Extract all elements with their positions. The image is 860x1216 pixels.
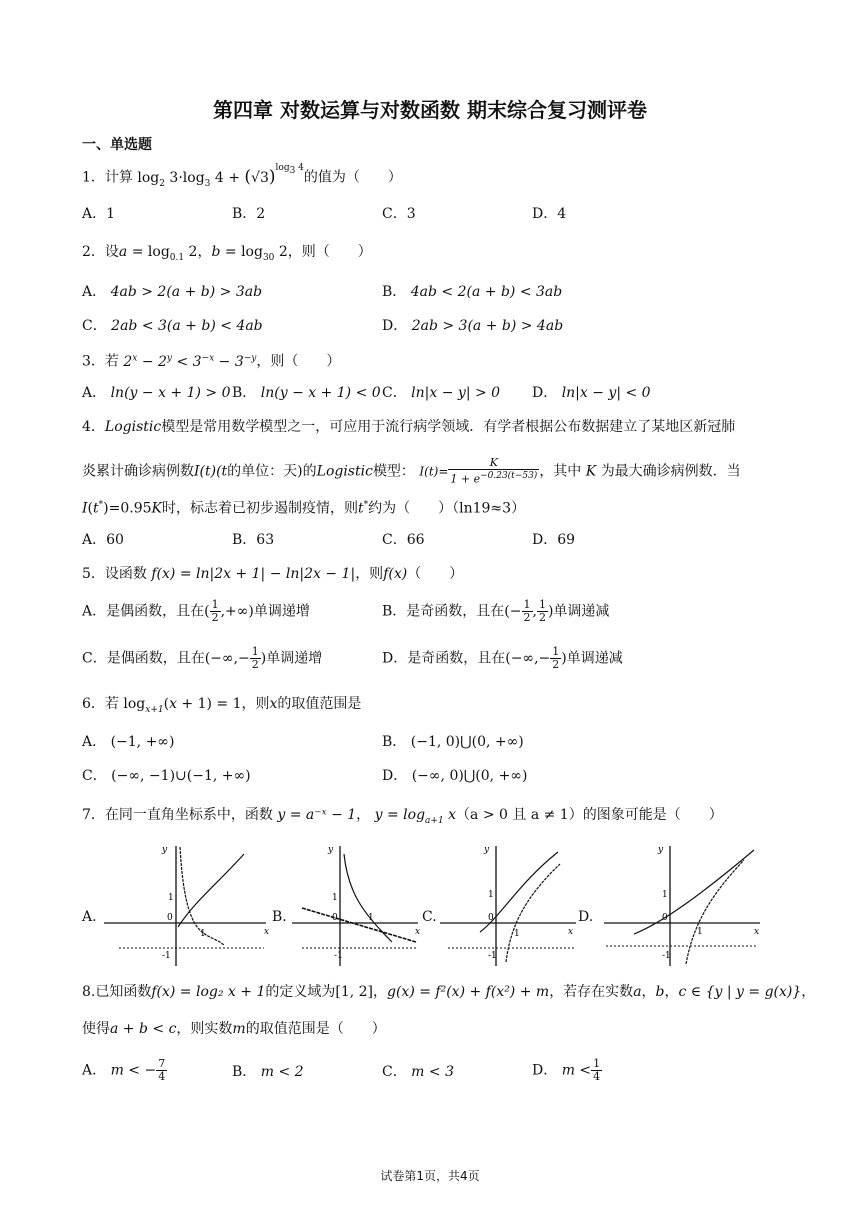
q3-option-d: D． ln|x − y| < 0: [532, 385, 651, 401]
q5-option-a: A．是偶函数，且在( $\frac{1}{2}$ ,+∞)单调递增: [82, 598, 310, 624]
q4-option-b: B．63: [232, 532, 275, 548]
question-4-line-1: 4．Logistic模型是常用数学模型之一，可应用于流行病学领域．有学者根据公布数据建立了某地区新冠肺: [82, 419, 736, 435]
q8-option-a: A． m < − $\frac{7}{4}$: [82, 1057, 166, 1083]
q7-label-d: D.: [578, 909, 594, 925]
q5-option-d: D．是奇函数，且在(−∞,− $\frac{1}{2}$ )单调递减: [382, 645, 623, 671]
svg-text:1: 1: [488, 890, 494, 900]
q6-option-d: D． (−∞, 0)⋃(0, +∞): [382, 768, 528, 784]
q5-option-c: C．是偶函数，且在(−∞,− $\frac{1}{2}$ )单调递增: [82, 645, 323, 671]
svg-text:y: y: [484, 845, 490, 855]
q6-option-c: C． (−∞, −1)∪(−1, +∞): [82, 768, 251, 784]
svg-text:x: x: [754, 927, 760, 937]
q7-graph-c: [440, 842, 580, 967]
svg-text:1: 1: [332, 893, 338, 903]
q2-option-d: D． 2ab > 3(a + b) > 4ab: [382, 318, 564, 334]
q7-label-a: A.: [82, 909, 97, 925]
q1-expression: $\log_2 3\cdot\log_3$ $4 + (√3)^{log_3 4}$: [137, 163, 304, 189]
q7-label-b: B.: [272, 909, 287, 925]
q3-option-b: B． ln(y − x + 1) < 0: [232, 385, 381, 401]
svg-text:1: 1: [662, 890, 668, 900]
question-7: 7．在同一直角坐标系中，函数 y = a⁻ˣ − 1， $y = \log_{a+1} x(a > 0$ 且 a ≠ 1）的图象可能是（ ）: [82, 807, 723, 826]
svg-text:-1: -1: [162, 951, 171, 961]
q5-option-b: B．是奇函数，且在(− $\frac{1}{2}$ , $\frac{1}{2}$ )单调递减: [382, 598, 610, 624]
q7-graph-a: [104, 842, 270, 967]
svg-text:1: 1: [168, 893, 174, 903]
svg-text:y: y: [328, 845, 334, 855]
svg-text:x: x: [415, 927, 421, 937]
q7-graph-d: [604, 842, 764, 967]
q8-option-b: B． m < 2: [232, 1064, 304, 1080]
x-axis-label: x: [264, 927, 270, 937]
question-2: 2．设$a = \log_{0.1} 2$，$b = \log_{30} 2$，则（ ）: [82, 244, 372, 263]
svg-text:y: y: [658, 845, 664, 855]
svg-text:x: x: [568, 927, 574, 937]
svg-text:-1: -1: [662, 951, 671, 961]
question-3: 3．若 $2^x - 2^y < 3^{-x} - 3^{-y}$，则（ ）: [82, 353, 341, 370]
q8-option-c: C． m < 3: [382, 1064, 454, 1080]
q6-option-a: A． (−1, +∞): [82, 734, 175, 750]
q2-option-b: B． 4ab < 2(a + b) < 3ab: [382, 284, 563, 300]
question-4-line-3: I(t*)=0.95K时，标志着已初步遏制疫情，则t*约为（ ）（ln19≈3）: [82, 500, 526, 517]
svg-text:-1: -1: [334, 951, 343, 961]
svg-text:1: 1: [514, 929, 520, 939]
svg-text:0: 0: [167, 913, 173, 923]
page-footer: 试卷第1页，共4页: [380, 1169, 480, 1183]
svg-text:0: 0: [332, 913, 338, 923]
q2-option-c: C． 2ab < 3(a + b) < 4ab: [82, 318, 263, 334]
question-6: 6．若 $\log_{x+1}(x + 1) = 1$，则x的取值范围是: [82, 696, 362, 715]
q1-option-a: A．1: [82, 206, 116, 222]
q1-option-c: C．3: [382, 206, 416, 222]
q1-option-d: D．4: [532, 206, 567, 222]
question-8-line-2: 使得a + b < c，则实数m的取值范围是（ ）: [82, 1021, 386, 1037]
q8-option-d: D． m < $\frac{1}{4}$: [532, 1057, 601, 1083]
q4-option-d: D．69: [532, 532, 576, 548]
svg-text:-1: -1: [488, 951, 497, 961]
section-heading: 一、单选题: [82, 137, 152, 153]
svg-text:0: 0: [662, 913, 668, 923]
q3-option-c: C． ln|x − y| > 0: [382, 385, 501, 401]
q1-option-b: B．2: [232, 206, 266, 222]
question-5: 5．设函数 f(x) = ln|2x + 1| − ln|2x − 1|，则f(x)（ ）: [82, 566, 464, 582]
question-1: 1．计算 $\log_2 3\cdot\log_3$ $4 + (√3)^{log_3 4}$的值为（ ）: [82, 163, 402, 189]
svg-text:1: 1: [697, 927, 703, 937]
svg-text:1: 1: [200, 929, 206, 939]
q6-option-b: B． (−1, 0)⋃(0, +∞): [382, 734, 524, 750]
q7-label-c: C.: [422, 909, 437, 925]
q2-option-a: A． 4ab > 2(a + b) > 3ab: [82, 284, 263, 300]
svg-text:0: 0: [488, 913, 494, 923]
q4-option-c: C．66: [382, 532, 425, 548]
page-title: 第四章 对数运算与对数函数 期末综合复习测评卷: [213, 98, 647, 122]
q3-option-a: A． ln(y − x + 1) > 0: [82, 385, 231, 401]
q4-option-a: A．60: [82, 532, 124, 548]
y-axis-label: y: [162, 845, 168, 855]
q7-graph-b: [292, 842, 422, 967]
question-4-line-2: 炎累计确诊病例数I(t)(t的单位：天)的Logistic模型： I(t)= $\frac{K}{1 + e^{-0.23(t-53)}}$ ，其中 K 为最大确诊病例数．当: [82, 456, 741, 486]
svg-text:1: 1: [368, 913, 374, 923]
question-8-line-1: 8.已知函数f(x) = log₂ x + 1的定义域为[1, 2]，g(x) = f²(x) + f(x²) + m，若存在实数a，b，c ∈ {y | y = g(x)}，: [82, 984, 816, 1000]
